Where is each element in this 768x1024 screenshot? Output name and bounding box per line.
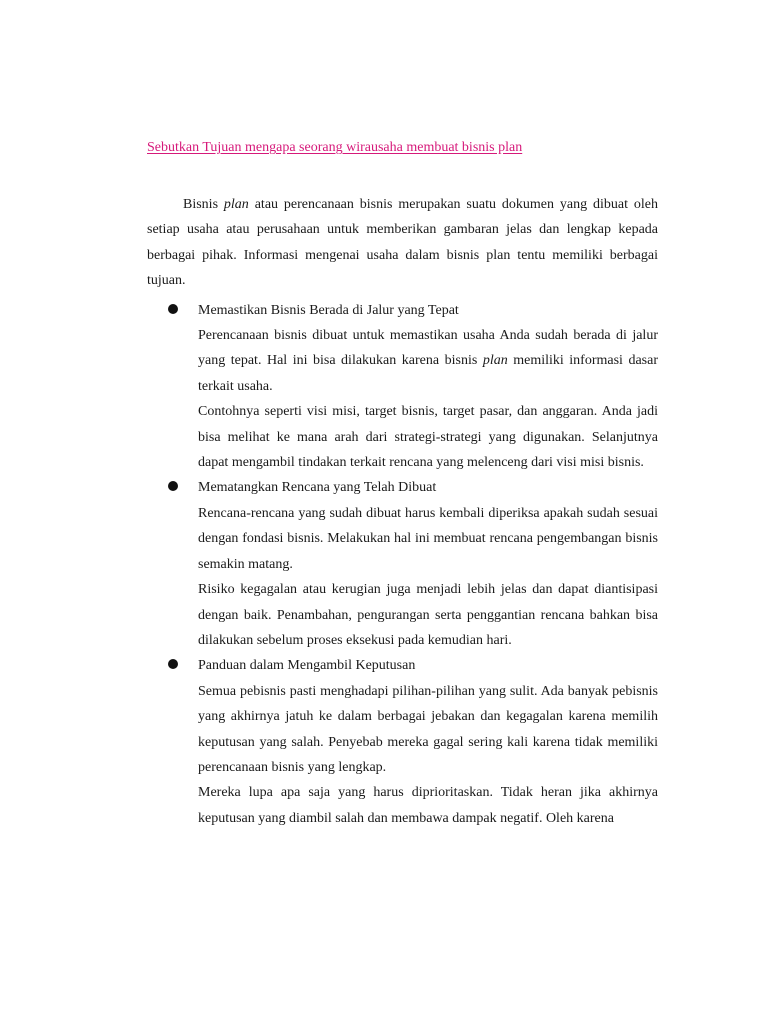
list-item <box>147 653 658 831</box>
item-paragraph: Semua pebisnis pasti menghadapi pilihan-pilihan yang sulit. Ada banyak pebisnis yang akhirnya jatuh ke dalam berbagai jebakan dan kegagalan karena memilih keputusan yang salah. Penyebab mereka gagal sering kali karena tidak memiliki perencanaan bisnis yang lengkap. <box>198 683 658 775</box>
item-paragraph: Mereka lupa apa saja yang harus diprioritaskan. Tidak heran jika akhirnya keputusan yang diambil salah dan membawa dampak negatif. Oleh karena <box>198 785 658 826</box>
item-paragraph: Rencana-rencana yang sudah dibuat harus kembali diperiksa apakah sudah sesuai dengan fondasi bisnis. Melakukan hal ini membuat rencana pengembangan bisnis semakin matang. <box>198 505 658 572</box>
item-paragraph: Contohnya seperti visi misi, target bisnis, target pasar, dan anggaran. Anda jadi bisa melihat ke mana arah dari strategi-strategi yang digunakan. Selanjutnya dapat mengambil tindakan terkait rencana yang melenceng dari visi misi bisnis. <box>198 404 658 471</box>
item-paragraph <box>198 323 658 399</box>
question-title: Sebutkan Tujuan mengapa seorang wirausaha membuat bisnis plan <box>147 140 523 155</box>
item-emphasis: plan <box>482 353 508 369</box>
intro-emphasis: plan <box>223 197 249 212</box>
bullet-icon <box>168 304 178 314</box>
bullet-icon <box>168 659 178 669</box>
item-paragraph: Risiko kegagalan atau kerugian juga menjadi lebih jelas dan dapat diantisipasi dengan baik. Penambahan, pengurangan serta penggantian rencana bahkan bisa dilakukan sebelum proses eksekusi pada kemudian hari. <box>198 582 658 648</box>
list-item <box>147 298 658 476</box>
item-heading: Panduan dalam Mengambil Keputusan <box>198 658 416 674</box>
intro-text-after: atau perencanaan bisnis merupakan suatu dokumen yang dibuat oleh setiap usaha atau perusahaan untuk memberikan gambaran jelas dan lengkap kepada berbagai pihak. Informasi mengenai usaha dalam bisnis plan tentu memiliki berbagai tujuan. <box>147 197 658 289</box>
bullet-icon <box>168 481 178 491</box>
item-heading: Memastikan Bisnis Berada di Jalur yang Tepat <box>198 302 459 318</box>
intro-paragraph <box>147 192 658 294</box>
item-text-after: memiliki informasi dasar terkait usaha. <box>198 353 659 394</box>
list-item <box>147 475 658 653</box>
intro-text-before: Bisnis <box>183 197 224 212</box>
item-heading: Mematangkan Rencana yang Telah Dibuat <box>198 480 437 496</box>
purpose-list <box>147 298 658 832</box>
item-text-before: Perencanaan bisnis dibuat untuk memastikan usaha Anda sudah berada di jalur yang tepat. Hal ini bisa dilakukan karena bisnis <box>198 328 658 369</box>
